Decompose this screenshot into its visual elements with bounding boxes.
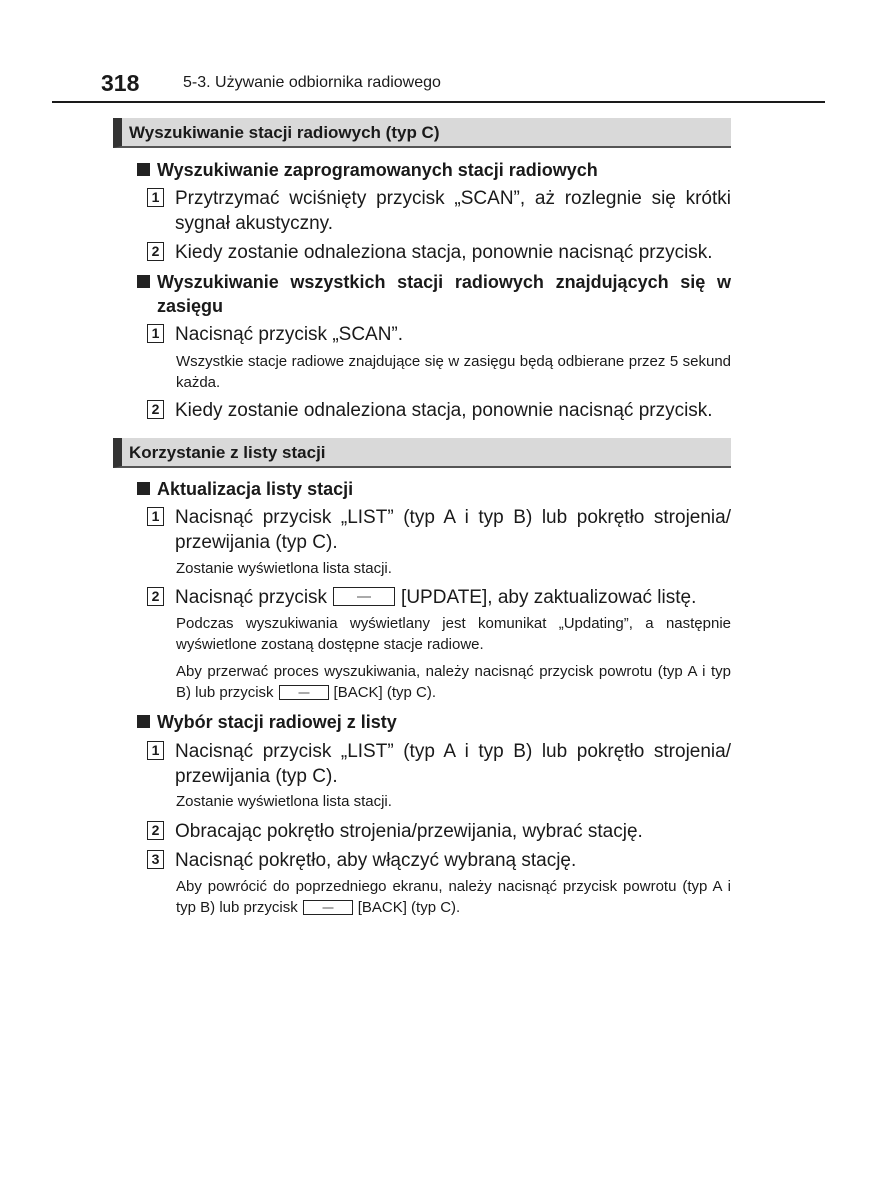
step-number-badge: 2 bbox=[147, 400, 164, 419]
note-text: Zostanie wyświetlona lista stacji. bbox=[176, 560, 392, 577]
header-divider bbox=[52, 101, 825, 103]
step-text: Nacisnąć pokrętło, aby włączyć wybraną stację. bbox=[175, 850, 577, 871]
step-text bbox=[175, 585, 731, 610]
step-number-badge: 1 bbox=[147, 324, 164, 343]
note-text: Wszystkie stacje radiowe znajdujące się w zasięgu będą odbierane przez 5 sekund każda. bbox=[176, 353, 731, 391]
step-number-badge: 1 bbox=[147, 507, 164, 526]
subheading-all-stations-search bbox=[137, 270, 731, 318]
step-text: Nacisnąć przycisk „LIST” (typ A i typ B) lub pokrętło strojenia/ przewijania (typ C). bbox=[175, 741, 731, 787]
subheading-text: Wyszukiwanie zaprogramowanych stacji radiowych bbox=[157, 160, 598, 180]
square-bullet-icon bbox=[137, 163, 150, 176]
step-text: Nacisnąć przycisk „SCAN”. bbox=[175, 324, 404, 345]
step-1 bbox=[147, 505, 731, 555]
step-1 bbox=[147, 739, 731, 789]
square-bullet-icon bbox=[137, 482, 150, 495]
step-number-badge: 3 bbox=[147, 850, 164, 869]
subheading-text: Wybór stacji radiowej z listy bbox=[157, 712, 397, 732]
step-text: Przytrzymać wciśnięty przycisk „SCAN”, aż rozlegnie się krótki sygnał akustyczny. bbox=[175, 188, 731, 234]
note-text-after: [BACK] (typ C). bbox=[333, 684, 437, 701]
step-text: Kiedy zostanie odnaleziona stacja, ponownie nacisnąć przycisk. bbox=[175, 242, 713, 263]
step-number-badge: 2 bbox=[147, 587, 164, 606]
subheading-select-station bbox=[137, 710, 731, 734]
subheading-text: Aktualizacja listy stacji bbox=[157, 479, 354, 499]
note-text-before: Aby powrócić do poprzedniego ekranu, należy nacisnąć przycisk powrotu (typ A i typ B) lub przycisk bbox=[176, 878, 731, 916]
subheading-update-list bbox=[137, 477, 731, 501]
screen-button-icon bbox=[333, 587, 395, 606]
square-bullet-icon bbox=[137, 275, 150, 288]
screen-button-icon bbox=[303, 900, 353, 915]
subheading-preset-search bbox=[137, 158, 731, 182]
chapter-title: 5-3. Używanie odbiornika radiowego bbox=[183, 74, 441, 91]
step-number-badge: 1 bbox=[147, 188, 164, 207]
step-text-after: [UPDATE], aby zaktualizować listę. bbox=[401, 587, 697, 608]
square-bullet-icon bbox=[137, 715, 150, 728]
step-2 bbox=[147, 398, 731, 423]
note-text: Podczas wyszukiwania wyświetlany jest komunikat „Updating”, a następnie wyświetlone zostaną dostępne stacje radiowe. bbox=[176, 615, 731, 653]
screen-button-icon bbox=[279, 685, 329, 700]
step-text: Kiedy zostanie odnaleziona stacja, ponownie nacisnąć przycisk. bbox=[175, 400, 713, 421]
note-text bbox=[176, 876, 731, 918]
note-text: Zostanie wyświetlona lista stacji. bbox=[176, 793, 392, 810]
step-number-badge: 2 bbox=[147, 242, 164, 261]
step-1 bbox=[147, 186, 731, 236]
section-heading-radio-search bbox=[113, 118, 731, 148]
subheading-text: Wyszukiwanie wszystkich stacji radiowych znajdujących się w zasięgu bbox=[157, 272, 731, 316]
page-number: 318 bbox=[101, 70, 140, 96]
page-header bbox=[0, 70, 880, 102]
step-2 bbox=[147, 585, 731, 610]
step-text: Nacisnąć przycisk „LIST” (typ A i typ B) lub pokrętło strojenia/ przewijania (typ C). bbox=[175, 507, 731, 553]
note-text-after: [BACK] (typ C). bbox=[357, 899, 461, 916]
step-text-before: Nacisnąć przycisk bbox=[175, 587, 328, 608]
step-number-badge: 1 bbox=[147, 741, 164, 760]
step-1 bbox=[147, 322, 731, 347]
note-text-before: Aby przerwać proces wyszukiwania, należy nacisnąć przycisk powrotu (typ A i typ B) lub przycisk bbox=[176, 663, 731, 701]
step-text: Obracając pokrętło strojenia/przewijania, wybrać stację. bbox=[175, 821, 643, 842]
step-2 bbox=[147, 819, 731, 844]
step-2 bbox=[147, 240, 731, 265]
section-title: Wyszukiwanie stacji radiowych (typ C) bbox=[129, 123, 440, 142]
note-text bbox=[176, 661, 731, 703]
section-heading-station-list bbox=[113, 438, 731, 468]
step-number-badge: 2 bbox=[147, 821, 164, 840]
step-3 bbox=[147, 848, 731, 873]
section-title: Korzystanie z listy stacji bbox=[129, 443, 326, 462]
